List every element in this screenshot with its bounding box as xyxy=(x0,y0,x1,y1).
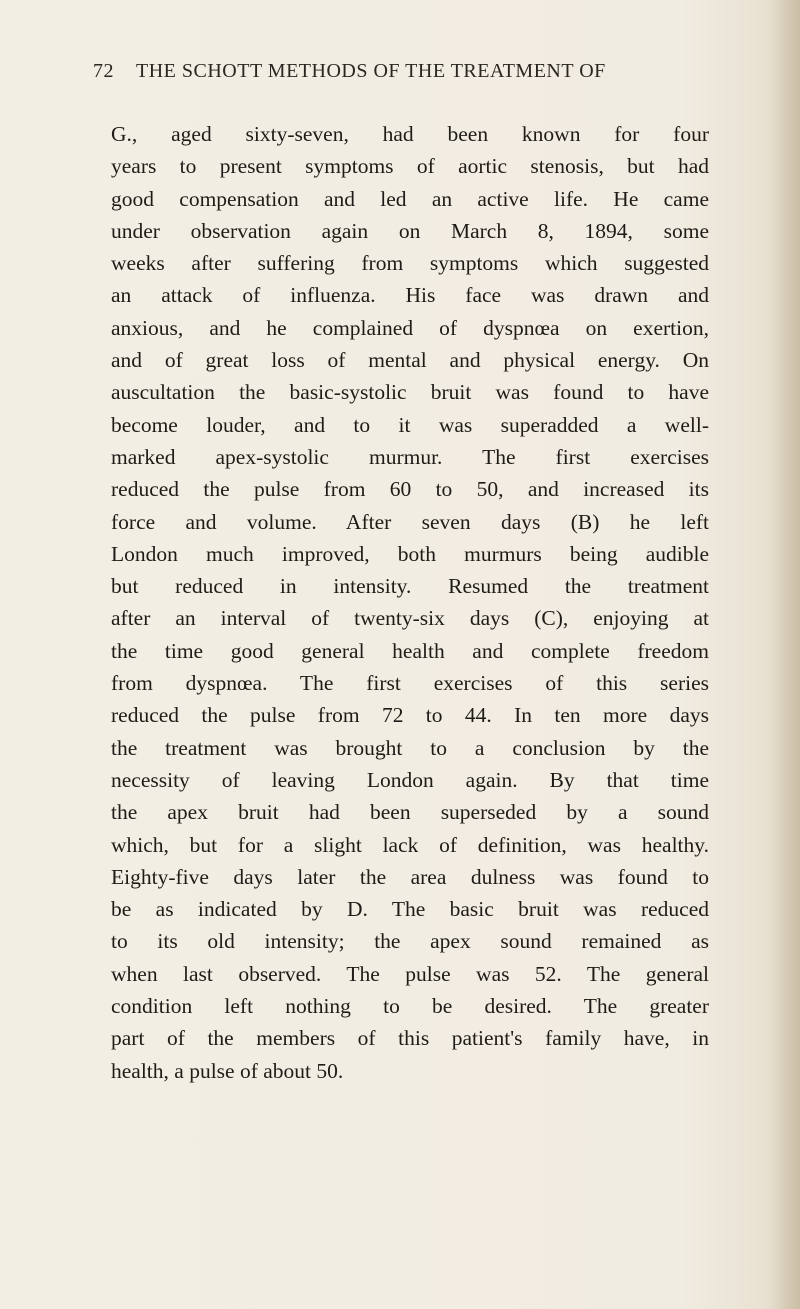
text-line: G., aged sixty-seven, had been known for four xyxy=(111,122,709,146)
text-line: become louder, and to it was superadded a well- xyxy=(111,412,709,437)
text-line: the treatment was brought to a conclusion by the xyxy=(111,735,709,760)
text-line: necessity of leaving London again. By that time xyxy=(111,767,709,792)
text-line: condition left nothing to be desired. The greater xyxy=(111,994,709,1019)
text-line: be as indicated by D. The basic bruit was reduced xyxy=(111,897,709,922)
text-line: after an interval of twenty-six days (C), enjoying at xyxy=(111,606,709,631)
text-line: and of great loss of mental and physical energy. On xyxy=(111,348,709,373)
text-line: but reduced in intensity. Resumed the treatment xyxy=(111,574,709,599)
text-line: reduced the pulse from 72 to 44. In ten more days xyxy=(111,703,709,728)
body-paragraph xyxy=(111,118,709,1087)
text-line-last: health, a pulse of about 50. xyxy=(111,1058,344,1083)
text-line: the apex bruit had been superseded by a sound xyxy=(111,800,709,825)
running-head xyxy=(93,60,713,90)
text-line: marked apex-systolic murmur. The first exercises xyxy=(111,444,709,469)
text-line: part of the members of this patient's family have, in xyxy=(111,1026,709,1051)
text-line: force and volume. After seven days (B) he left xyxy=(111,509,709,534)
text-line: under observation again on March 8, 1894, some xyxy=(111,218,709,243)
text-line: to its old intensity; the apex sound remained as xyxy=(111,929,709,954)
text-line: when last observed. The pulse was 52. The general xyxy=(111,961,709,986)
text-line: from dyspnœa. The first exercises of this series xyxy=(111,671,709,696)
text-line: good compensation and led an active life. He came xyxy=(111,186,709,211)
text-line: reduced the pulse from 60 to 50, and increased its xyxy=(111,477,709,502)
running-head-title: THE SCHOTT METHODS OF THE TREATMENT OF xyxy=(136,60,606,82)
text-line: the time good general health and complete freedom xyxy=(111,638,709,663)
text-line: which, but for a slight lack of definition, was healthy. xyxy=(111,832,709,857)
text-line: Eighty-five days later the area dulness was found to xyxy=(111,864,709,889)
text-line: an attack of influenza. His face was drawn and xyxy=(111,283,709,308)
page-number: 72 xyxy=(93,60,114,82)
text-line: anxious, and he complained of dyspnœa on exertion, xyxy=(111,315,709,340)
text-line: auscultation the basic-systolic bruit was found to have xyxy=(111,380,709,405)
page-edge-shadow xyxy=(772,0,800,1309)
text-line: London much improved, both murmurs being audible xyxy=(111,541,709,566)
text-line: years to present symptoms of aortic stenosis, but had xyxy=(111,154,709,179)
text-line: weeks after suffering from symptoms which suggested xyxy=(111,251,709,276)
